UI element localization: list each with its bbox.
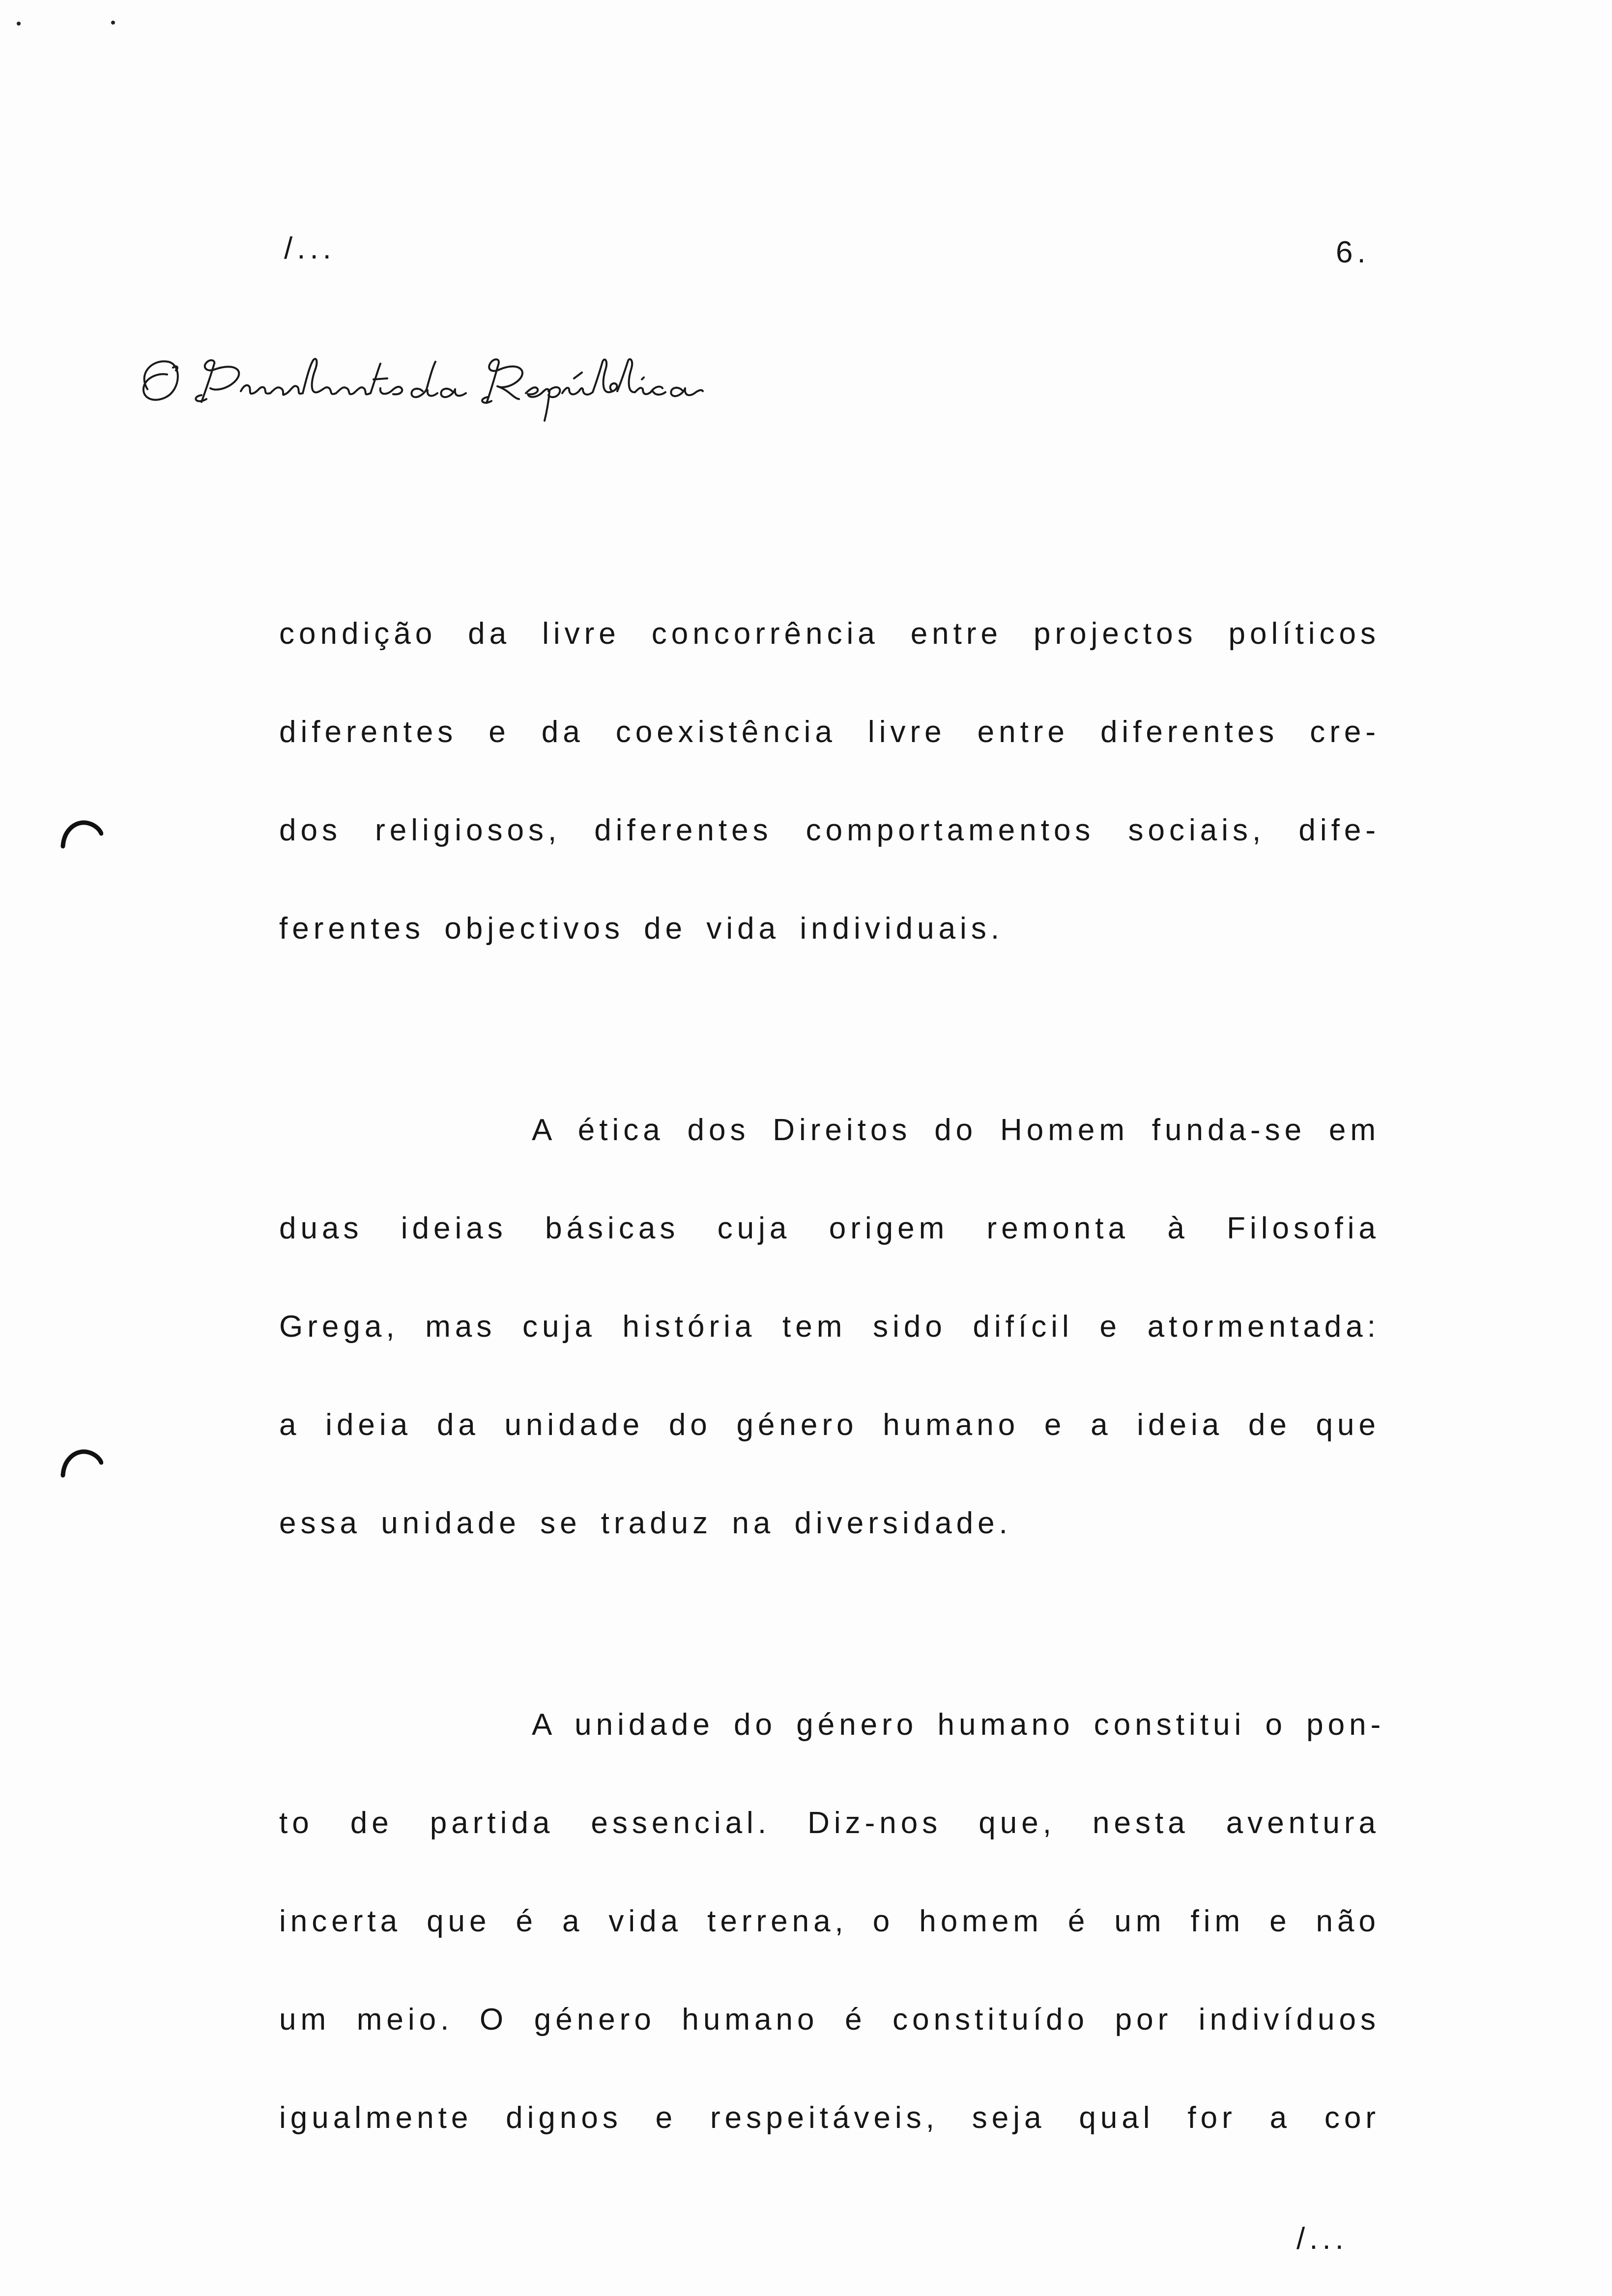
paragraph (279, 1700, 1385, 2192)
punch-hole-mark (59, 816, 103, 850)
text-line: diferentes e da coexistência livre entre diferentes cre- (279, 715, 1380, 749)
text-line: A ética dos Direitos do Homem funda-se em (532, 1113, 1380, 1147)
text-line: um meio. O género humano é constituído por indivíduos (279, 2003, 1380, 2037)
letterhead-signature-script (128, 344, 708, 428)
header-continuation-mark: /... (284, 231, 336, 265)
paragraph-spacer (279, 1597, 1380, 1700)
text-line: condição da livre concorrência entre projectos políticos (279, 617, 1380, 651)
scan-speck (111, 21, 115, 25)
paragraph-spacer (279, 1003, 1380, 1106)
page-number: 6. (1336, 235, 1370, 269)
body-text (279, 609, 1385, 2192)
text-line: duas ideias básicas cuja origem remonta à Filosofia (279, 1211, 1380, 1245)
text-line: igualmente dignos e respeitáveis, seja qual for a cor (279, 2101, 1380, 2135)
text-line: incerta que é a vida terrena, o homem é um fim e não (279, 1904, 1380, 1938)
scan-speck (17, 22, 21, 26)
text-line: a ideia da unidade do género humano e a ideia de que (279, 1408, 1380, 1442)
footer-continuation-mark: /... (1296, 2222, 1348, 2256)
letterhead-script-drawing (128, 344, 708, 428)
text-line: dos religiosos, diferentes comportamentos sociais, dife- (279, 813, 1380, 847)
text-line: A unidade do género humano constitui o pon- (532, 1708, 1385, 1742)
text-line: to de partida essencial. Diz-nos que, nesta aventura (279, 1806, 1380, 1840)
text-line: Grega, mas cuja história tem sido difícil e atormentada: (279, 1310, 1380, 1344)
paragraph (279, 609, 1380, 1003)
paragraph (279, 1106, 1380, 1597)
punch-hole-mark (59, 1445, 103, 1479)
text-line: essa unidade se traduz na diversidade. (279, 1506, 1012, 1540)
text-line: ferentes objectivos de vida individuais. (279, 912, 1004, 946)
